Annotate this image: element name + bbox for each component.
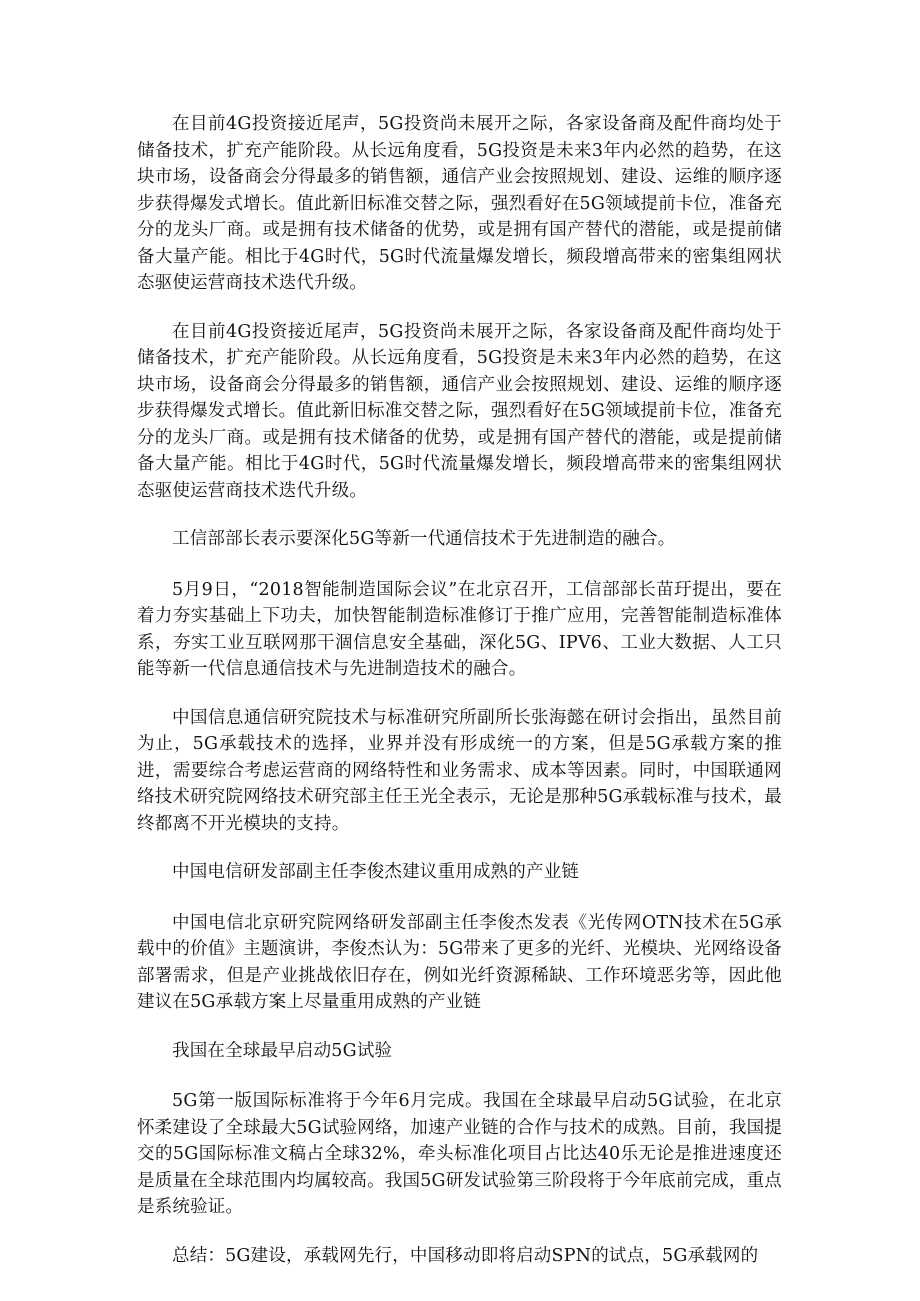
- section-heading-china-telecom: 中国电信研发部副主任李俊杰建议重用成熟的产业链: [172, 862, 580, 882]
- paragraph-caict-5g-bearer: 中国信息通信研究院技术与标准研究所副所长张海懿在研讨会指出，虽然目前为止，5G承载技术的选择，业界并没有形成统一的方案，但是5G承载方案的推进，需要综合考虑运营商的网络特性和业务需求、成本等因素。同时，中国联通网络技术研究院网络技术研究部主任王光全表示，无论是那种5G承载标准与技术，最终都离不开光模块的支持。: [137, 707, 783, 834]
- section-heading-miit-minister: 工信部部长表示要深化5G等新一代通信技术于先进制造的融合。: [172, 529, 676, 549]
- paragraph-summary: 总结：5G建设，承载网先行，中国移动即将启动SPN的试点，5G承载网的: [172, 1245, 759, 1266]
- paragraph-5g-standard-trial: 5G第一版国际标准将于今年6月完成。我国在全球最早启动5G试验，在北京怀柔建设了全球最大5G试验网络，加速产业链的合作与技术的成熟。目前，我国提交的5G国际标准文稿占全球32%，牵头标准化项目占比达40乐无论是推进速度还是质量在全球范围内均属较高。我国5G研发试验第三阶段将于今年底前完成，重点是系统验证。: [137, 1091, 783, 1217]
- paragraph-otn-5g-bearer-speech: 中国电信北京研究院网络研发部副主任李俊杰发表《光传网OTN技术在5G承载中的价值》主题演讲，李俊杰认为：5G带来了更多的光纤、光模块、光网络设备部署需求，但是产业挑战依旧存在，例如光纤资源稀缺、工作环境恶劣等，因此他建议在5G承载方案上尽量重用成熟的产业链: [137, 912, 783, 1012]
- section-heading-5g-trial: 我国在全球最早启动5G试验: [172, 1040, 393, 1061]
- paragraph-5g-investment-outlook-repeat: 在目前4G投资接近尾声，5G投资尚未展开之际，各家设备商及配件商均处于储备技术，扩充产能阶段。从长远角度看，5G投资是未来3年内必然的趋势，在这块市场，设备商会分得最多的销售额，通信产业会按照规划、建设、运维的顺序逐步获得爆发式增长。值此新旧标准交替之际，强烈看好在5G领域提前卡位，准备充分的龙头厂商。或是拥有技术储备的优势，或是拥有国产替代的潜能，或是提前储备大量产能。相比于4G时代，5G时代流量爆发增长，频段增高带来的密集组网状态驱使运营商技术迭代升级。: [137, 321, 783, 501]
- paragraph-smart-manufacturing-conference: 5月9日，“2018智能制造国际会议”在北京召开，工信部部长苗玗提出，要在着力夯实基础上下功夫，加快智能制造标准修订于推广应用，完善智能制造标准体系，夯实工业互联网那干涸信息安全基础，深化5G、IPV6、工业大数据、人工只能等新一代信息通信技术与先进制造技术的融合。: [137, 579, 782, 679]
- paragraph-5g-investment-outlook: 在目前4G投资接近尾声，5G投资尚未展开之际，各家设备商及配件商均处于储备技术，扩充产能阶段。从长远角度看，5G投资是未来3年内必然的趋势，在这块市场，设备商会分得最多的销售额，通信产业会按照规划、建设、运维的顺序逐步获得爆发式增长。值此新旧标准交替之际，强烈看好在5G领域提前卡位，准备充分的龙头厂商。或是拥有技术储备的优势，或是拥有国产替代的潜能，或是提前储备大量产能。相比于4G时代，5G时代流量爆发增长，频段增高带来的密集组网状态驱使运营商技术迭代升级。: [137, 114, 783, 293]
- document-body: [137, 111, 782, 1269]
